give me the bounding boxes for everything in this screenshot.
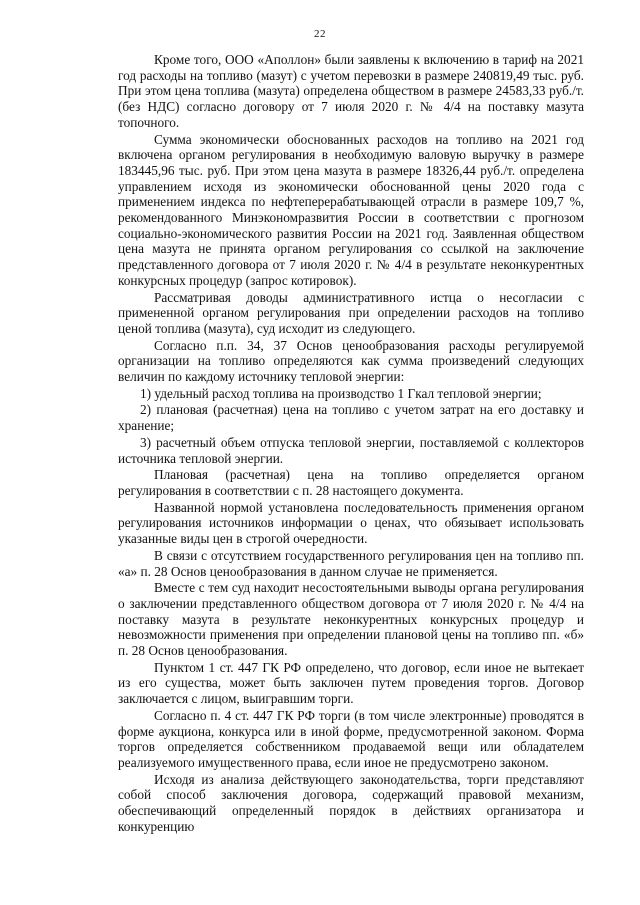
paragraph: Пунктом 1 ст. 447 ГК РФ определено, что договор, если иное не вытекает из его существа, может быть заключен путем проведения торгов. Договор заключается с лицом, выигравшим торги. (118, 659, 584, 707)
list-item: 2) плановая (расчетная) цена на топливо с учетом затрат на его доставку и хранение; (118, 402, 584, 434)
paragraph: Сумма экономически обоснованных расходов на топливо на 2021 год включена органом регулирования в необходимую валовую выручку в размере 183445,96 тыс. руб. При этом цена мазута в размере 18326,44 руб./т. определена управлением исходя из экономически обоснованной цены 2020 года с применением индекса по нефтеперерабатывающей отрасли в размере 109,7 %, рекомендованного Минэкономразвития России в соответствии с прогнозом социально-экономического развития России на 2021 год. Заявленная обществом цена мазута не принята органом регулирования со ссылкой на заключение представленного договора от 7 июля 2020 г. № 4/4 в результате неконкурентных конкурсных процедур (запрос котировок). (118, 131, 584, 288)
paragraph: Согласно п. 4 ст. 447 ГК РФ торги (в том числе электронные) проводятся в форме аукциона, конкурса или в иной форме, предусмотренной законом. Форма торгов определяется собственником продаваемой вещи или обладателем реализуемого имущественного права, если иное не предусмотрено законом. (118, 707, 584, 770)
paragraph: Исходя из анализа действующего законодательства, торги представляют собой способ заключения договора, содержащий правовой механизм, обеспечивающий определенный порядок в действиях организатора и конкуренцию (118, 771, 584, 834)
paragraph: Названной нормой установлена последовательность применения органом регулирования источников информации о ценах, что обязывает использовать указанные виды цен в строгой очередности. (118, 499, 584, 547)
page-number: 22 (314, 28, 326, 40)
paragraph: Кроме того, ООО «Аполлон» были заявлены к включению в тариф на 2021 год расходы на топливо (мазут) с учетом перевозки в размере 240819,49 тыс. руб. При этом цена топлива (мазута) определена обществом в размере 24583,33 руб./т. (без НДС) согласно договору от 7 июля 2020 г. № 4/4 на поставку мазута топочного. (118, 52, 584, 130)
list-item: 1) удельный расход топлива на производство 1 Гкал тепловой энергии; (140, 385, 542, 401)
document-body (118, 52, 584, 835)
paragraph: Плановая (расчетная) цена на топливо определяется органом регулирования в соответствии с п. 28 настоящего документа. (118, 467, 584, 498)
list-item: 3) расчетный объем отпуска тепловой энергии, поставляемой с коллекторов источника тепловой энергии. (118, 434, 584, 466)
paragraph: Рассматривая доводы административного истца о несогласии с примененной органом регулирования при определении расходов на топливо ценой топлива (мазута), суд исходит из следующего. (118, 289, 584, 336)
paragraph: Вместе с тем суд находит несостоятельными выводы органа регулирования о заключении представленного обществом договора от 7 июля 2020 г. № 4/4 на поставку мазута в результате неконкурентных конкурсных процедур и невозможности применения при определении плановой цены на топливо пп. «б» п. 28 Основ ценообразования. (118, 580, 584, 659)
paragraph: Согласно п.п. 34, 37 Основ ценообразования расходы регулируемой организации на топливо определяются как сумма произведений следующих величин по каждому источнику тепловой энергии: (118, 337, 584, 385)
paragraph: В связи с отсутствием государственного регулирования цен на топливо пп. «а» п. 28 Основ ценообразования в данном случае не применяется. (118, 547, 584, 579)
